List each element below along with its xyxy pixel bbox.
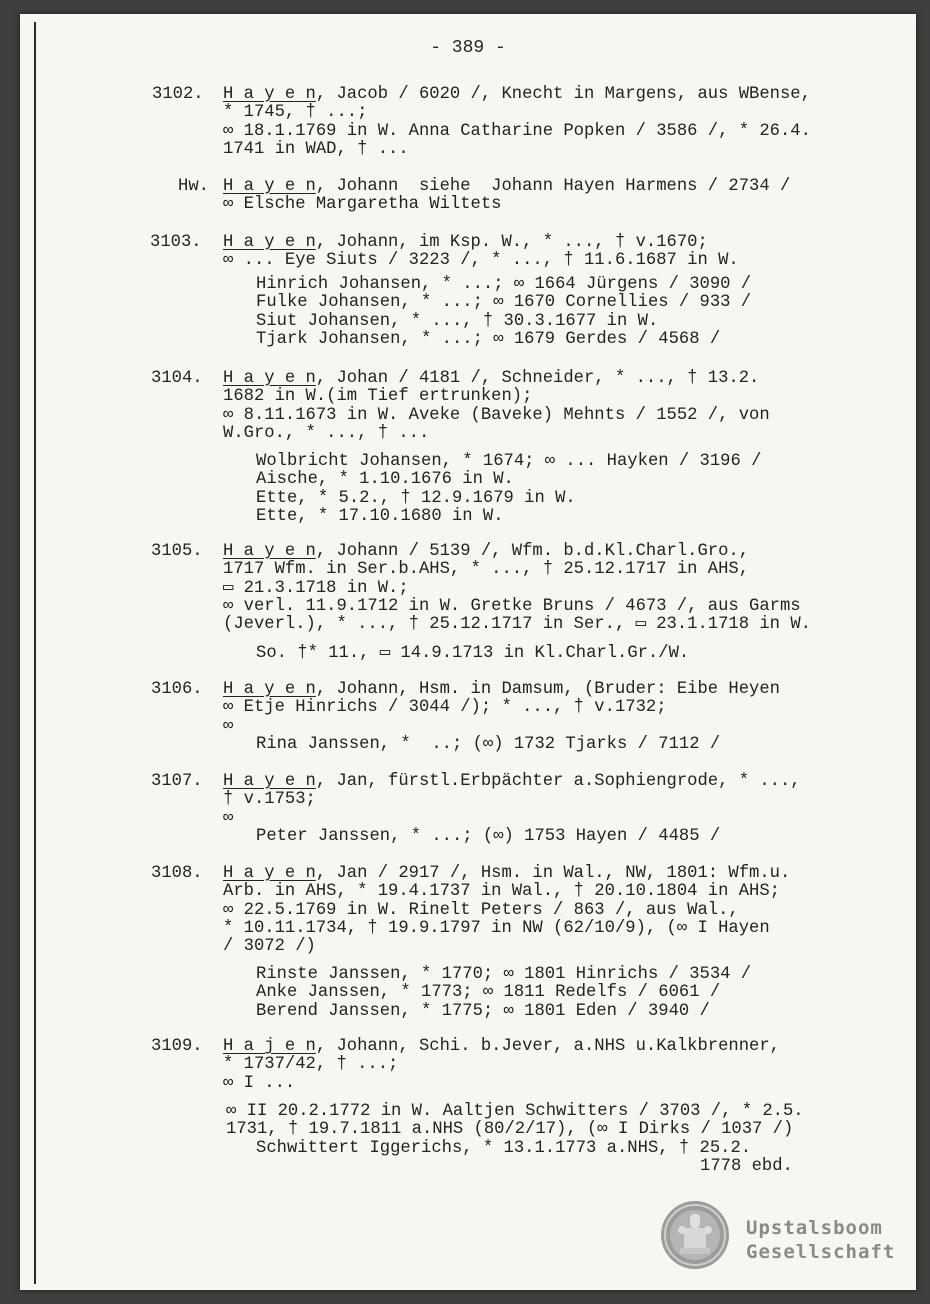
entry-line: * 1737/42, † ...; — [223, 1055, 399, 1075]
entry-line: ∞ verl. 11.9.1712 in W. Gretke Bruns / 4673 /, aus Garms — [223, 596, 801, 616]
entry-line: H a y e n, Johann, im Ksp. W., * ..., † v.1670; — [223, 233, 708, 252]
upstalsboom-seal-icon — [660, 1200, 730, 1270]
child-line: Fulke Johansen, * ...; ∞ 1670 Cornellies / 933 / — [256, 293, 752, 313]
entry-line: 1717 Wfm. in Ser.b.AHS, * ..., † 25.12.1717 in AHS, — [223, 560, 750, 580]
child-line: Rinste Janssen, * 1770; ∞ 1801 Hinrichs / 3534 / — [256, 965, 752, 984]
page-number: - 389 - — [430, 38, 506, 58]
entry-number: Hw. — [178, 177, 209, 196]
child-line: Schwittert Iggerichs, * 13.1.1773 a.NHS, † 25.2. — [256, 1138, 752, 1158]
entry-line: ∞ 8.11.1673 in W. Aveke (Baveke) Mehnts / 1552 /, von — [223, 405, 770, 425]
entry-line: H a y e n, Johann siehe Johann Hayen Harmens / 2734 / — [223, 177, 791, 196]
watermark-line1: Upstalsboom — [746, 1217, 883, 1239]
child-line: Tjark Johansen, * ...; ∞ 1679 Gerdes / 4568 / — [256, 329, 721, 349]
entry-line: † v.1753; — [223, 790, 316, 810]
entry-line: ∞ 18.1.1769 in W. Anna Catharine Popken / 3586 /, * 26.4. — [223, 121, 811, 141]
entry-line: (Jeverl.), * ..., † 25.12.1717 in Ser., ▭ 23.1.1718 in W. — [223, 615, 811, 635]
document-page — [20, 14, 916, 1290]
margin-line — [34, 22, 36, 1284]
child-line: Siut Johansen, * ..., † 30.3.1677 in W. — [256, 311, 659, 331]
watermark-brand — [746, 1216, 895, 1264]
child-line: Anke Janssen, * 1773; ∞ 1811 Redelfs / 6061 / — [256, 983, 721, 1003]
entry-line: ∞ Elsche Margaretha Wiltets — [223, 195, 502, 215]
entry-number: 3103. — [150, 233, 202, 252]
watermark-line2: Gesellschaft — [746, 1241, 896, 1263]
entry-line: Arb. in AHS, * 19.4.1737 in Wal., † 20.10.1804 in AHS; — [223, 882, 780, 902]
child-line: Ette, * 17.10.1680 in W. — [256, 506, 504, 526]
entry-number: 3107. — [151, 772, 203, 791]
entry-line: 1741 in WAD, † ... — [223, 139, 409, 159]
entry-line: H a y e n, Jan, fürstl.Erbpächter a.Sophiengrode, * ..., — [223, 772, 801, 791]
child-line: So. †* 11., ▭ 14.9.1713 in Kl.Charl.Gr./W. — [256, 644, 690, 663]
entry-line: * 1745, † ...; — [223, 103, 368, 123]
entry-number: 3109. — [151, 1037, 203, 1056]
entry-line: H a y e n, Johan / 4181 /, Schneider, * ..., † 13.2. — [223, 369, 760, 388]
entry-line: H a y e n, Jacob / 6020 /, Knecht in Margens, aus WBense, — [223, 85, 811, 104]
entry-line: ∞ 22.5.1769 in W. Rinelt Peters / 863 /, aus Wal., — [223, 900, 739, 920]
entry-line: ∞ — [223, 716, 234, 736]
child-line: Hinrich Johansen, * ...; ∞ 1664 Jürgens / 3090 / — [256, 275, 752, 294]
entry-line: / 3072 /) — [223, 937, 316, 957]
entry-line: W.Gro., * ..., † ... — [223, 423, 430, 443]
entry-line: ∞ I ... — [223, 1073, 296, 1093]
entry-line: ∞ Etje Hinrichs / 3044 /); * ..., † v.1732; — [223, 698, 667, 718]
entry-line: ∞ ... Eye Siuts / 3223 /, * ..., † 11.6.1687 in W. — [223, 251, 739, 271]
entry-number: 3104. — [151, 369, 203, 388]
entry-line: 1682 in W.(im Tief ertrunken); — [223, 387, 533, 407]
entry-line: ∞ — [223, 808, 234, 828]
entry-number: 3102. — [152, 85, 204, 104]
entry-line: H a y e n, Johann, Hsm. in Damsum, (Bruder: Eibe Heyen — [223, 680, 780, 699]
child-line: Peter Janssen, * ...; (∞) 1753 Hayen / 4485 / — [256, 827, 721, 846]
entry-number: 3108. — [151, 864, 203, 883]
entry-line: H a y e n, Jan / 2917 /, Hsm. in Wal., NW, 1801: Wfm.u. — [223, 864, 791, 883]
entry-line: H a y e n, Johann / 5139 /, Wfm. b.d.Kl.Charl.Gro., — [223, 542, 750, 561]
child-line: Wolbricht Johansen, * 1674; ∞ ... Hayken / 3196 / — [256, 452, 762, 471]
child-line: Ette, * 5.2., † 12.9.1679 in W. — [256, 488, 576, 508]
child-line: Berend Janssen, * 1775; ∞ 1801 Eden / 3940 / — [256, 1001, 710, 1021]
child-line: 1731, † 19.7.1811 a.NHS (80/2/17), (∞ I Dirks / 1037 /) — [226, 1120, 794, 1140]
child-line: 1778 ebd. — [700, 1156, 793, 1176]
entry-line: ▭ 21.3.1718 in W.; — [223, 578, 409, 598]
child-line: Rina Janssen, * ..; (∞) 1732 Tjarks / 7112 / — [256, 735, 721, 754]
entry-number: 3105. — [151, 542, 203, 561]
entry-number: 3106. — [151, 680, 203, 699]
child-line: ∞ II 20.2.1772 in W. Aaltjen Schwitters / 3703 /, * 2.5. — [226, 1102, 804, 1121]
entry-line: H a j e n, Johann, Schi. b.Jever, a.NHS u.Kalkbrenner, — [223, 1037, 780, 1056]
entry-line: * 10.11.1734, † 19.9.1797 in NW (62/10/9), (∞ I Hayen — [223, 918, 770, 938]
child-line: Aische, * 1.10.1676 in W. — [256, 470, 514, 490]
